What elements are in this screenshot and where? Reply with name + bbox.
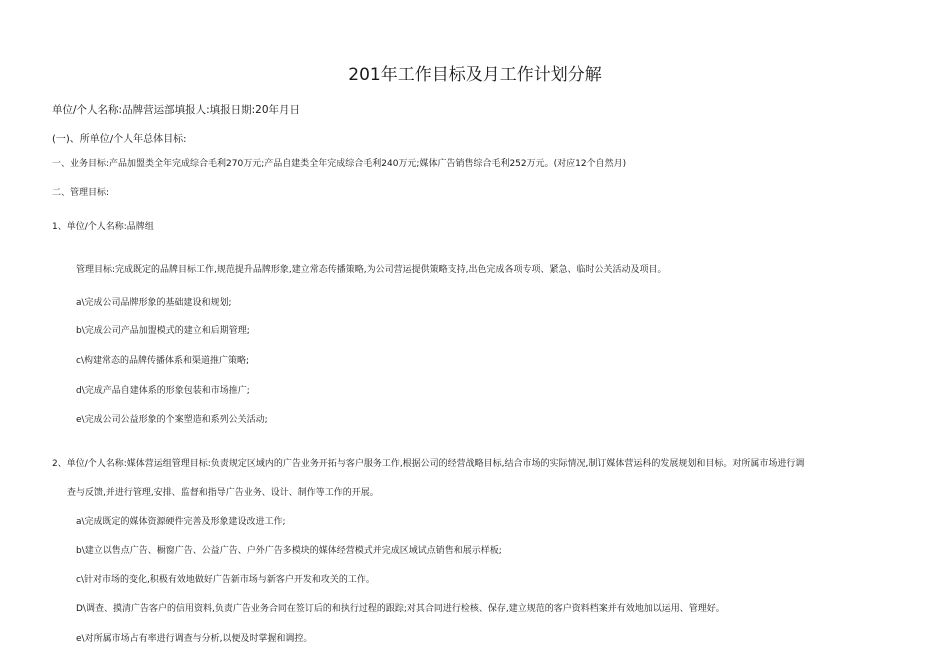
- media-item-b: b\建立以售点广告、橱窗广告、公益广告、户外广告多模块的媒体经营模式并完成区域试点销售和展示样板;: [76, 546, 502, 556]
- brand-group-unit: 1、单位/个人名称:品牌组: [52, 222, 154, 232]
- brand-item-b: b\完成公司产品加盟模式的建立和后期管理;: [76, 326, 250, 336]
- business-target: 一、业务目标:产品加盟类全年完成综合毛利270万元;产品自建类全年完成综合毛利240万元;媒体广告销售综合毛利252万元。(对应12个自然月): [52, 159, 627, 169]
- page-title: 201年工作目标及月工作计划分解: [348, 65, 602, 85]
- media-item-e: e\对所属市场占有率进行调查与分析,以便及时掌握和调控。: [76, 634, 313, 644]
- header-info: 单位/个人名称:品牌营运部填报人:填报日期:20年月日: [52, 104, 301, 116]
- media-item-c: c\针对市场的变化,积极有效地做好广告新市场与新客户开发和攻关的工作。: [76, 575, 375, 585]
- media-group-unit-line2: 查与反馈,并进行管理,安排、监督和指导广告业务、设计、制作等工作的开展。: [67, 488, 379, 498]
- media-item-d: D\调查、摸清广告客户的信用资料,负责广告业务合同在签订后的和执行过程的跟踪;对其合同进行检核、保存,建立规范的客户资料档案并有效地加以运用、管理好。: [76, 604, 725, 614]
- brand-item-e: e\完成公司公益形象的个案塑造和系列公关活动;: [76, 415, 268, 425]
- brand-group-goal: 管理目标:完成既定的品牌目标工作,规范提升品牌形象,建立常态传播策略,为公司营运提供策略支持,出色完成各项专项、紧急、临时公关活动及项目。: [76, 265, 667, 275]
- brand-item-a: a\完成公司品牌形象的基础建设和规划;: [76, 298, 232, 308]
- brand-item-c: c\构建常态的品牌传播体系和渠道推广策略;: [76, 356, 250, 366]
- management-heading: 二、管理目标:: [52, 188, 110, 198]
- brand-item-d: d\完成产品自建体系的形象包装和市场推广;: [76, 386, 250, 396]
- section-overall-heading: (一)、所单位/个人年总体目标:: [52, 134, 187, 145]
- media-item-a: a\完成既定的媒体资源硬件完善及形象建设改进工作;: [76, 517, 286, 527]
- media-group-unit-line1: 2、单位/个人名称:媒体营运组管理目标:负责规定区域内的广告业务开拓与客户服务工作,根据公司的经营战略目标,结合市场的实际情况,制订媒体营运科的发展规划和目标。对所属市场进行调: [52, 459, 805, 469]
